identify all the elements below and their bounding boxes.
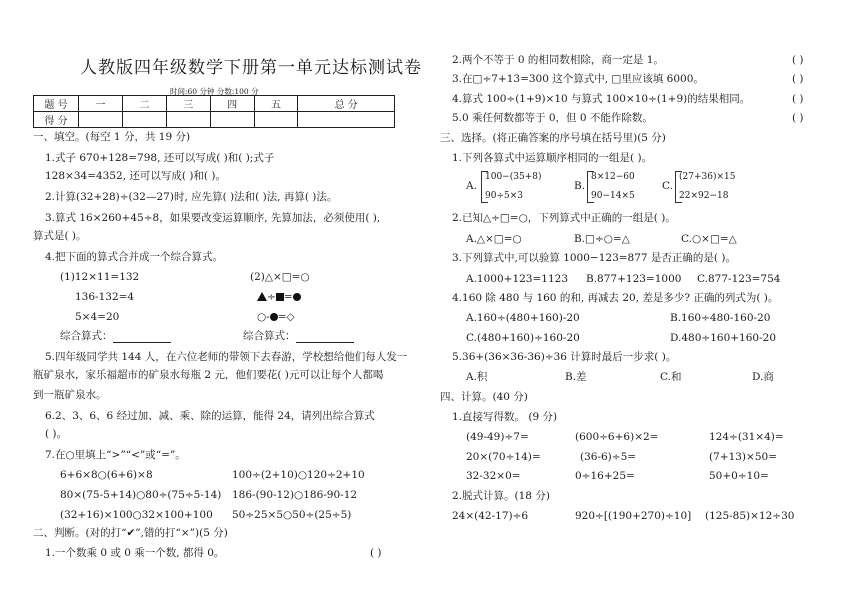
label: 综合算式：	[243, 330, 296, 342]
option-b[interactable]: B.160÷480-160-20	[670, 312, 771, 324]
option-d[interactable]: D.商	[752, 371, 774, 383]
judge-5: 5.0 乘任何数都等于 0，但 0 不能作除数。	[452, 112, 653, 124]
option-b[interactable]: B.差	[565, 371, 587, 383]
q7-compare: 80×(75-5+14)○80÷(75÷5-14)	[60, 489, 222, 501]
score-cell: 题 号	[34, 96, 79, 112]
calc-item: (7+13)×50=	[709, 451, 777, 463]
score-entry[interactable]	[298, 112, 395, 128]
option-b[interactable]: B.□÷○=△	[574, 233, 630, 245]
equals-sign: =	[283, 291, 293, 303]
minus-sign: -	[266, 311, 270, 323]
q7-compare: 186-(90-12)○186-90-12	[232, 489, 358, 501]
score-cell: 得 分	[34, 112, 79, 128]
question-6: 6.2、3、6、6 经过加、减、乘、除的运算，能得 24，请列出综合算式	[45, 410, 375, 422]
result-diamond: =◇	[277, 311, 295, 323]
choice-3: 3.下列算式中,可以验算 1000−123=877 是否正确的是( )。	[452, 252, 736, 264]
option-a[interactable]: A.160÷(480+160)-20	[466, 312, 580, 324]
choice-1: 1.下列各算式中运算顺序相同的一组是( )。	[452, 152, 653, 164]
circle-icon: ○	[257, 311, 267, 323]
q7-compare: 100÷(2+10)○120÷2+10	[232, 469, 365, 481]
question-6-cont: ( )。	[45, 428, 68, 440]
judge-2: 2.两个不等于 0 的相同数相除，商一定是 1。	[452, 54, 664, 66]
question-5-cont: 瓶矿泉水，家乐福超市的矿泉水每瓶 2 元，他们要花( )元可以让每个人都喝	[33, 369, 384, 381]
option-c-expr: (27+36)×15	[679, 172, 736, 182]
question-1-cont: 128×34=4352, 还可以写成( )和( )。	[45, 170, 226, 182]
score-entry[interactable]	[122, 112, 166, 128]
question-4: 4.把下面的算式合并成一个综合算式。	[45, 251, 224, 263]
calc-item: 124÷(31×4)=	[709, 431, 784, 443]
judge-3: 3.在□÷7+13=300 这个算式中, □里应该填 6000。	[452, 73, 704, 85]
judge-4: 4.算式 100÷(1+9)×10 与算式 100×10÷(1+9)的结果相同。	[452, 93, 751, 105]
filled-triangle-icon	[257, 292, 267, 301]
choice-2: 2.已知△÷□=○，下列算式中正确的一组是( )。	[452, 212, 676, 224]
q4-expr: (1)12×11=132	[60, 271, 140, 283]
answer-line[interactable]	[296, 332, 354, 343]
section-choice-title: 三、选择。(将正确答案的序号填在括号里)(5 分)	[440, 132, 666, 144]
filled-circle-icon	[270, 313, 278, 321]
answer-paren[interactable]: ( )	[792, 93, 804, 105]
page-title: 人教版四年级数学下册第一单元达标测试卷	[80, 58, 422, 78]
q4-symbol-expr-3	[257, 311, 295, 324]
option-d[interactable]: D.480÷160+160-20	[670, 332, 777, 344]
calc-item: (125-85)×12÷30	[705, 510, 795, 522]
option-a[interactable]: A.1000+123=1123	[466, 273, 569, 285]
question-2: 2.计算(32+28)÷(32—27)时, 应先算( )法和( )法, 再算( )法。	[45, 191, 338, 203]
filled-circle-icon	[293, 293, 301, 301]
score-entry[interactable]	[79, 112, 123, 128]
score-entry[interactable]	[210, 112, 254, 128]
q4-combined-2	[243, 330, 354, 343]
answer-paren[interactable]: ( )	[792, 54, 804, 66]
answer-paren[interactable]: ( )	[370, 547, 382, 559]
judge-1: 1.一个数乘 0 或 0 乘一个数, 都得 0。	[45, 547, 225, 559]
option-b-expr: 8×12−60	[591, 172, 635, 182]
section-fill-blank-title: 一、填空。(每空 1 分，共 19 分)	[33, 131, 191, 143]
calc-item: 32-32×0=	[466, 470, 521, 482]
q4-expr: 5×4=20	[75, 311, 120, 323]
calc-item: 20×(70÷14)=	[466, 451, 541, 463]
score-cell: 总 分	[298, 96, 395, 112]
calc-item: 24×(42-17)÷6	[452, 510, 529, 522]
question-1: 1.式子 670+128=798, 还可以写成( )和( );式子	[45, 152, 275, 164]
calc-item: 50+0÷10=	[709, 470, 769, 482]
calc-item: (600÷6+6)×2=	[575, 431, 659, 443]
question-5-cont2: 到一瓶矿泉水。	[33, 389, 107, 401]
calc-item: (36-6)÷5=	[580, 451, 637, 463]
score-cell: 二	[122, 96, 166, 112]
section-calc-title: 四、计算。(40 分)	[440, 391, 528, 403]
option-c[interactable]: C.○×□=△	[681, 233, 737, 245]
question-3-cont: 算式是( )。	[33, 230, 87, 242]
calc-part-1: 1.直接写得数。 (9 分)	[452, 411, 558, 423]
score-table-score-row	[34, 112, 395, 128]
answer-paren[interactable]: ( )	[792, 112, 804, 124]
calc-item: 0÷16+25=	[575, 470, 635, 482]
option-b-label[interactable]: B.	[574, 180, 586, 192]
option-b-expr: 90−14×5	[591, 191, 635, 201]
q4-combined-1	[60, 330, 171, 343]
label: 综合算式：	[60, 330, 113, 342]
calc-item: (49-49)÷7=	[466, 431, 529, 443]
choice-5: 5.36+(36×36-36)÷36 计算时最后一步求( )。	[452, 351, 677, 363]
option-a-label[interactable]: A.	[466, 180, 477, 192]
score-table	[33, 95, 395, 128]
answer-paren[interactable]: ( )	[792, 73, 804, 85]
q7-compare: 6+6×8○(6+6)×8	[60, 469, 153, 481]
q7-compare: (32+16)×100○32×100+100	[60, 509, 213, 521]
option-c[interactable]: C.(480+160)÷160-20	[466, 332, 580, 344]
exam-info: 时间:60 分钟 分数:100 分	[170, 87, 259, 96]
score-entry[interactable]	[254, 112, 298, 128]
score-cell: 一	[79, 96, 123, 112]
score-cell: 三	[166, 96, 210, 112]
question-3: 3.算式 16×260+45÷8，如果要改变运算顺序, 先算加法，必须使用( ),	[45, 212, 381, 224]
option-c-expr: 22×92−18	[679, 191, 729, 201]
calc-part-2: 2.脱式计算。(18 分)	[452, 490, 550, 502]
section-judge-title: 二、判断。(对的打“✔”,错的打“×”)(5 分)	[33, 527, 228, 539]
score-entry[interactable]	[166, 112, 210, 128]
q4-symbol-expr-2: ÷ =	[257, 291, 301, 304]
score-cell: 四	[210, 96, 254, 112]
q4-expr: 136-132=4	[75, 291, 135, 303]
option-c[interactable]: C.877-123=754	[697, 273, 781, 285]
filled-square-icon	[276, 293, 284, 301]
score-table-header-row	[34, 96, 395, 112]
question-5: 5.四年级同学共 144 人，在六位老师的带领下去春游，学校想给他们每人发一	[45, 351, 408, 363]
choice-4: 4.160 除 480 与 160 的和, 再减去 20, 差是多少? 正确的列式为( )。	[452, 292, 779, 304]
option-a[interactable]: A.△×□=○	[466, 233, 522, 245]
option-c[interactable]: C.和	[660, 371, 682, 383]
question-7: 7.在○里填上“>”“<”或“=”。	[45, 449, 186, 461]
option-a-expr: 100−(35+8)	[485, 172, 542, 182]
q4-symbol-expr: (2)△×□=○	[250, 271, 310, 283]
calc-item: 920÷[(190+270)÷10]	[575, 510, 692, 522]
option-a-expr: 90÷5×3	[485, 191, 523, 201]
option-a[interactable]: A.积	[466, 371, 488, 383]
answer-line[interactable]	[113, 332, 171, 343]
option-c-label[interactable]: C.	[662, 180, 673, 192]
option-b[interactable]: B.877+123=1000	[586, 273, 682, 285]
score-cell: 五	[254, 96, 298, 112]
q7-compare: 50÷25×5○50÷(25÷5)	[232, 509, 352, 521]
